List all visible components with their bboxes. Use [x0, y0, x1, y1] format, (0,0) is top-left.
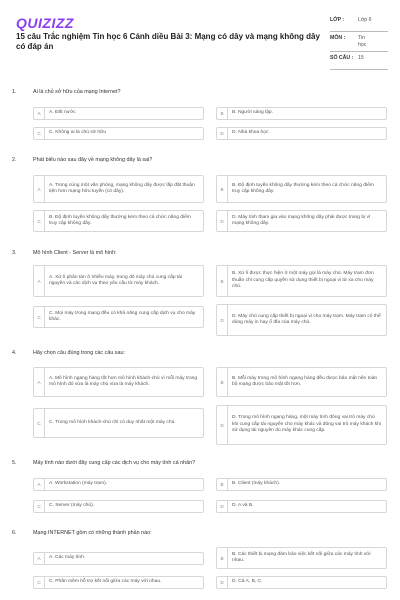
- option-letter: C: [34, 128, 45, 139]
- option-d[interactable]: [216, 304, 387, 336]
- question-1: [12, 89, 388, 149]
- option-letter: B: [217, 548, 228, 568]
- option-text: B. Người sáng lập.: [232, 110, 274, 116]
- option-letter: C: [34, 211, 45, 231]
- option-text: A. Workstation (máy trạm).: [49, 481, 108, 487]
- meta-row-count: [330, 52, 388, 70]
- worksheet-meta: [330, 14, 388, 70]
- option-text: A. Trong cùng một văn phòng, mạng không dây được lắp đặt thuận tiện hơn mạng hữu tuyến (có dây).: [49, 182, 195, 194]
- meta-row-subject: [330, 32, 388, 52]
- option-c[interactable]: [33, 576, 204, 589]
- option-letter: A: [34, 108, 45, 119]
- option-a[interactable]: [33, 107, 204, 120]
- option-text: D. Cả A, B, C.: [232, 579, 263, 585]
- option-text: D. Trong mô hình ngang hàng, một máy tính đóng vai trò máy chủ khi cung cấp tài nguyên cho máy khác và đóng vai trò máy khách khi sử dụng tài nguyên do máy khác cung cấp.: [232, 415, 381, 434]
- option-text: B. Mỗi máy trong mô hình ngang hàng đều được bảo mật nên toàn bộ mạng được bảo mật tốt hơn.: [232, 375, 378, 387]
- option-c[interactable]: [33, 210, 204, 232]
- option-c[interactable]: [33, 127, 204, 140]
- option-letter: B: [217, 368, 228, 396]
- option-d[interactable]: [216, 127, 387, 140]
- meta-value: Tin học: [358, 35, 367, 48]
- option-text: C. Trong mô hình khách-chủ chỉ có duy nhất một máy chủ.: [49, 419, 176, 425]
- question-number: 1.: [12, 89, 17, 95]
- option-letter: C: [34, 501, 45, 512]
- option-letter: D: [217, 305, 228, 335]
- option-letter: C: [34, 409, 45, 437]
- option-c[interactable]: [33, 408, 204, 438]
- question-text: Máy tính nào dưới đây cung cấp các dịch vụ cho máy tính cá nhân?: [33, 460, 196, 466]
- option-text: A. Đất nước: [49, 110, 76, 116]
- question-3: [12, 250, 388, 345]
- question-number: 2.: [12, 157, 17, 163]
- option-text: C. Không ai là chủ sở hữu: [49, 130, 107, 136]
- question-6: [12, 530, 388, 598]
- option-text: C. Server (máy chủ).: [49, 503, 95, 509]
- option-letter: B: [217, 479, 228, 490]
- meta-label: MÔN :: [330, 35, 346, 41]
- meta-row-grade: [330, 14, 388, 32]
- option-text: B. Các thiết bị mạng đảm bảo việc kết nối giữa các máy tính với nhau.: [232, 551, 371, 563]
- option-a[interactable]: [33, 265, 204, 297]
- option-letter: B: [217, 108, 228, 119]
- meta-value: 15: [358, 55, 364, 61]
- meta-label: SỐ CÂU :: [330, 55, 354, 61]
- question-number: 3.: [12, 250, 17, 256]
- option-text: B. Client (máy khách).: [232, 481, 281, 487]
- option-letter: D: [217, 211, 228, 231]
- question-text: Ai là chủ sở hữu của mạng Internet?: [33, 89, 121, 95]
- quizizz-logo: QUIZIZZ: [16, 15, 74, 31]
- option-letter: A: [34, 266, 45, 296]
- option-text: D. Máy chủ cung cấp thiết bị ngoại vi cho máy trạm. Máy trạm có thể dùng máy in hay ổ đĩa của máy chủ.: [232, 313, 381, 325]
- option-a[interactable]: [33, 552, 204, 565]
- option-b[interactable]: [216, 547, 387, 569]
- option-c[interactable]: [33, 306, 204, 328]
- option-letter: C: [34, 577, 45, 588]
- option-text: D. A và B.: [232, 503, 254, 509]
- option-c[interactable]: [33, 500, 204, 513]
- option-b[interactable]: [216, 478, 387, 491]
- option-text: D. Máy tính tham gia vào mạng không dây phải được trang bị vỉ mạng không dây.: [232, 214, 371, 226]
- option-letter: B: [217, 176, 228, 202]
- meta-value: Lớp 6: [358, 17, 372, 23]
- option-letter: C: [34, 307, 45, 327]
- option-b[interactable]: [216, 107, 387, 120]
- option-letter: D: [217, 501, 228, 512]
- option-letter: D: [217, 406, 228, 444]
- option-text: C. Mọi máy trong mạng đều có khả năng cung cấp dịch vụ cho máy khác.: [49, 310, 196, 322]
- question-5: [12, 460, 388, 520]
- meta-label: LỚP :: [330, 17, 345, 23]
- option-d[interactable]: [216, 576, 387, 589]
- option-b[interactable]: [216, 367, 387, 397]
- question-2: [12, 157, 388, 242]
- option-letter: A: [34, 368, 45, 396]
- option-letter: D: [217, 128, 228, 139]
- option-text: C. Phần mềm hỗ trợ kết nối giữa các máy với nhau.: [49, 579, 162, 585]
- question-number: 4.: [12, 350, 17, 356]
- question-text: Phát biểu nào sau đây về mạng không dây là sai?: [33, 157, 153, 163]
- option-text: D. Nhà khoa học: [232, 130, 269, 136]
- option-a[interactable]: [33, 478, 204, 491]
- option-letter: D: [217, 577, 228, 588]
- option-b[interactable]: [216, 265, 387, 297]
- option-d[interactable]: [216, 500, 387, 513]
- option-letter: A: [34, 553, 45, 564]
- option-b[interactable]: [216, 175, 387, 203]
- option-d[interactable]: [216, 405, 387, 445]
- option-text: B. Độ định tuyến không dây thường kém theo cả chức năng điểm truy cập không dây.: [232, 182, 374, 194]
- option-letter: A: [34, 176, 45, 202]
- option-text: B. Xử lí được thực hiện ở một máy gọi là máy chủ. Máy trạm đơn thuần chỉ cung cấp quyền sử dụng thiết bị ngoại vi từ xa cho máy chủ.: [232, 271, 374, 290]
- option-d[interactable]: [216, 210, 387, 232]
- option-a[interactable]: [33, 175, 204, 203]
- question-number: 6.: [12, 530, 17, 536]
- option-letter: B: [217, 266, 228, 296]
- question-number: 5.: [12, 460, 17, 466]
- option-text: A. Các máy tính.: [49, 555, 86, 561]
- option-letter: A: [34, 479, 45, 490]
- worksheet-header: [12, 12, 388, 74]
- question-text: Mô hình Client - Server là mô hình:: [33, 250, 117, 256]
- question-4: [12, 350, 388, 450]
- worksheet-title: 15 câu Trắc nghiệm Tin học 6 Cánh diều Bài 3: Mạng có dây và mạng không dây có đáp án: [16, 32, 320, 51]
- question-text: Hãy chọn câu đúng trong các câu sau:: [33, 350, 125, 356]
- option-text: A. Xử lí phân tán ở nhiều máy, trong đó máy chủ cung cấp tài nguyên và các dịch vụ theo yêu cầu từ máy khách.: [49, 274, 183, 286]
- question-text: Mạng INTERNET gồm có những thành phần nào:: [33, 530, 152, 536]
- option-text: A. Mô hình ngang hàng tốt hơn mô hình khách-chủ vì mỗi máy trong mô hình đó vừa là máy chủ vừa là máy khách.: [49, 375, 198, 387]
- option-text: B. Độ định tuyến không dây thường kém theo cả chức năng điểm truy cập không dây.: [49, 214, 191, 226]
- option-a[interactable]: [33, 367, 204, 397]
